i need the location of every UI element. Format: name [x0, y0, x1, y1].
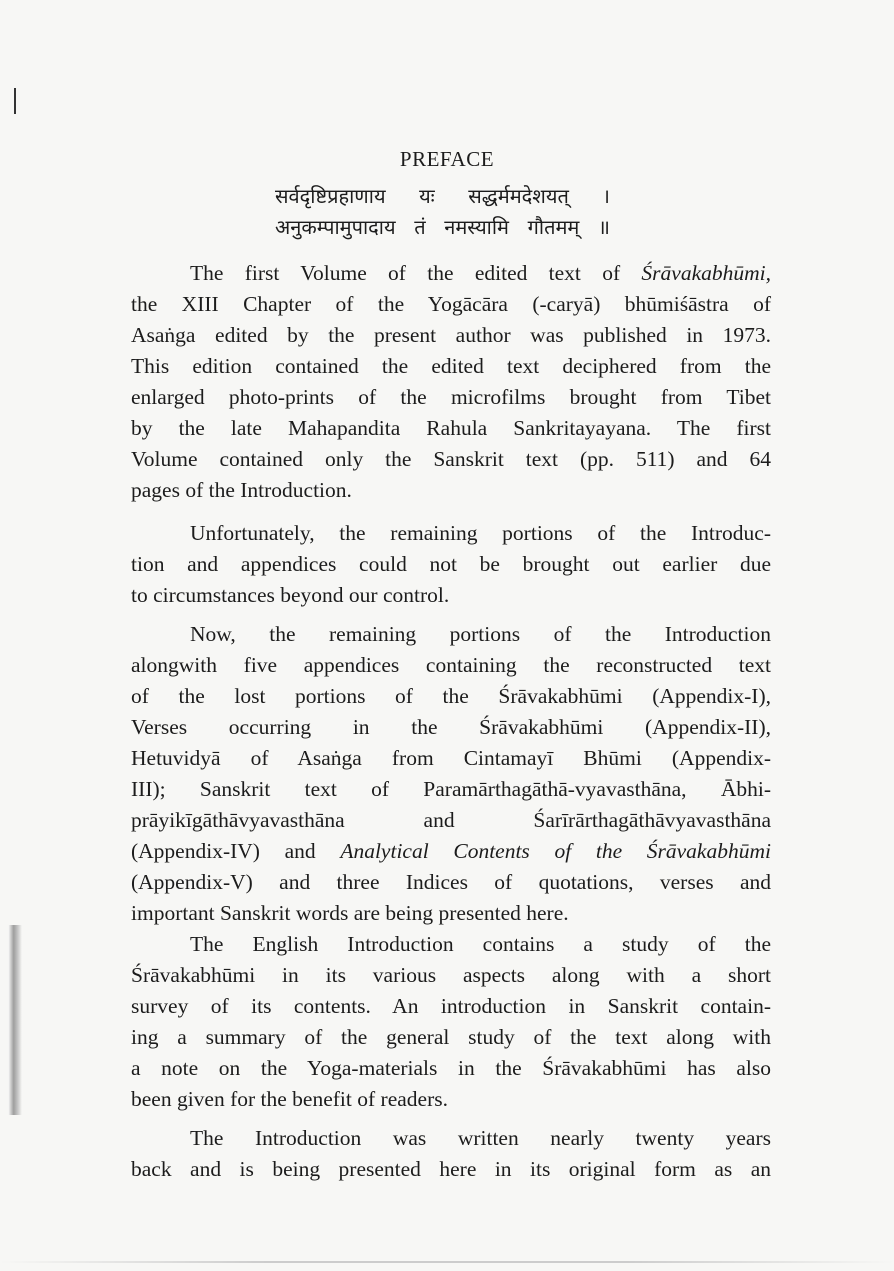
italic-text: Analytical Contents of the Śrāvakabhūmi: [340, 839, 771, 863]
text-line: [131, 352, 771, 380]
text-line: [131, 414, 771, 442]
text-segment: alongwith five appendices containing the reconstructed text: [131, 653, 771, 677]
text-segment: Verses occurring in the Śrāvakabhūmi (Appendix-II),: [131, 715, 771, 739]
text-segment: back and is being presented here in its original form as an: [131, 1157, 771, 1181]
text-segment: ing a summary of the general study of the text along with: [131, 1025, 771, 1049]
text-line: [131, 992, 771, 1020]
text-segment: by the late Mahapandita Rahula Sankritayayana. The first: [131, 416, 771, 440]
text-segment: enlarged photo-prints of the microfilms brought from Tibet: [131, 385, 771, 409]
text-segment: survey of its contents. An introduction in Sanskrit contain-: [131, 994, 771, 1018]
text-line: [131, 1155, 771, 1183]
text-line: [131, 713, 771, 741]
text-segment: III); Sanskrit text of Paramārthagāthā-vyavasthāna, Ābhi-: [131, 777, 771, 801]
text-line: [190, 519, 771, 547]
text-segment: of the lost portions of the Śrāvakabhūmi (Appendix-I),: [131, 684, 771, 708]
text-line: [190, 930, 771, 958]
scan-mark: [14, 88, 16, 114]
text-line: [131, 806, 771, 834]
text-line: [131, 476, 771, 504]
page-title: PREFACE: [399, 147, 495, 171]
scan-binding-shadow: [8, 925, 22, 1115]
text-segment: The English Introduction contains a study of the: [190, 932, 771, 956]
text-line: [131, 321, 771, 349]
text-line: [131, 961, 771, 989]
text-segment: the XIII Chapter of the Yogācāra (-caryā) bhūmiśāstra of: [131, 292, 771, 316]
text-segment: The first Volume of the edited text of: [190, 261, 642, 285]
text-line: [131, 682, 771, 710]
text-line: [131, 899, 771, 927]
text-line: [190, 620, 771, 648]
text-segment: Now, the remaining portions of the Introduction: [190, 622, 771, 646]
page-edge: [0, 1261, 894, 1263]
text-segment: This edition contained the edited text deciphered from the: [131, 354, 771, 378]
text-line: [131, 868, 771, 896]
text-segment: Volume contained only the Sanskrit text (pp. 511) and 64: [131, 447, 771, 471]
text-line: [131, 837, 771, 865]
text-line: [131, 290, 771, 318]
text-line: [131, 383, 771, 411]
text-segment: (Appendix-V) and three Indices of quotations, verses and: [131, 870, 771, 894]
text-line: [131, 651, 771, 679]
italic-text: Śrāvakabhūmi,: [641, 261, 771, 285]
text-line: [131, 775, 771, 803]
text-line: [131, 744, 771, 772]
invocation-verse-line-2: अनुकम्पामुपादाय तं नमस्यामि गौतमम् ॥: [275, 215, 610, 239]
text-line: [190, 1124, 771, 1152]
text-line: [131, 1023, 771, 1051]
text-segment: to circumstances beyond our control.: [131, 583, 450, 607]
text-segment: tion and appendices could not be brought out earlier due: [131, 552, 771, 576]
text-segment: Asaṅga edited by the present author was published in 1973.: [131, 323, 771, 347]
text-segment: prāyikīgāthāvyavasthāna and Śarīrārthagāthāvyavasthāna: [131, 808, 771, 832]
text-segment: been given for the benefit of readers.: [131, 1087, 448, 1111]
text-line: [131, 1054, 771, 1082]
invocation-verse-line-1: सर्वदृष्टिप्रहाणाय यः सद्धर्ममदेशयत् ।: [275, 184, 610, 208]
text-segment: Śrāvakabhūmi in its various aspects along with a short: [131, 963, 771, 987]
text-segment: (Appendix-IV) and: [131, 839, 341, 863]
text-line: [131, 445, 771, 473]
text-line: [131, 1085, 771, 1113]
text-line: [131, 581, 771, 609]
text-segment: Hetuvidyā of Asaṅga from Cintamayī Bhūmi (Appendix-: [131, 746, 771, 770]
text-line: [190, 259, 771, 287]
text-segment: important Sanskrit words are being presented here.: [131, 901, 569, 925]
text-segment: The Introduction was written nearly twenty years: [190, 1126, 771, 1150]
text-segment: Unfortunately, the remaining portions of the Introduc-: [190, 521, 771, 545]
text-segment: a note on the Yoga-materials in the Śrāvakabhūmi has also: [131, 1056, 771, 1080]
text-segment: pages of the Introduction.: [131, 478, 352, 502]
text-line: [131, 550, 771, 578]
